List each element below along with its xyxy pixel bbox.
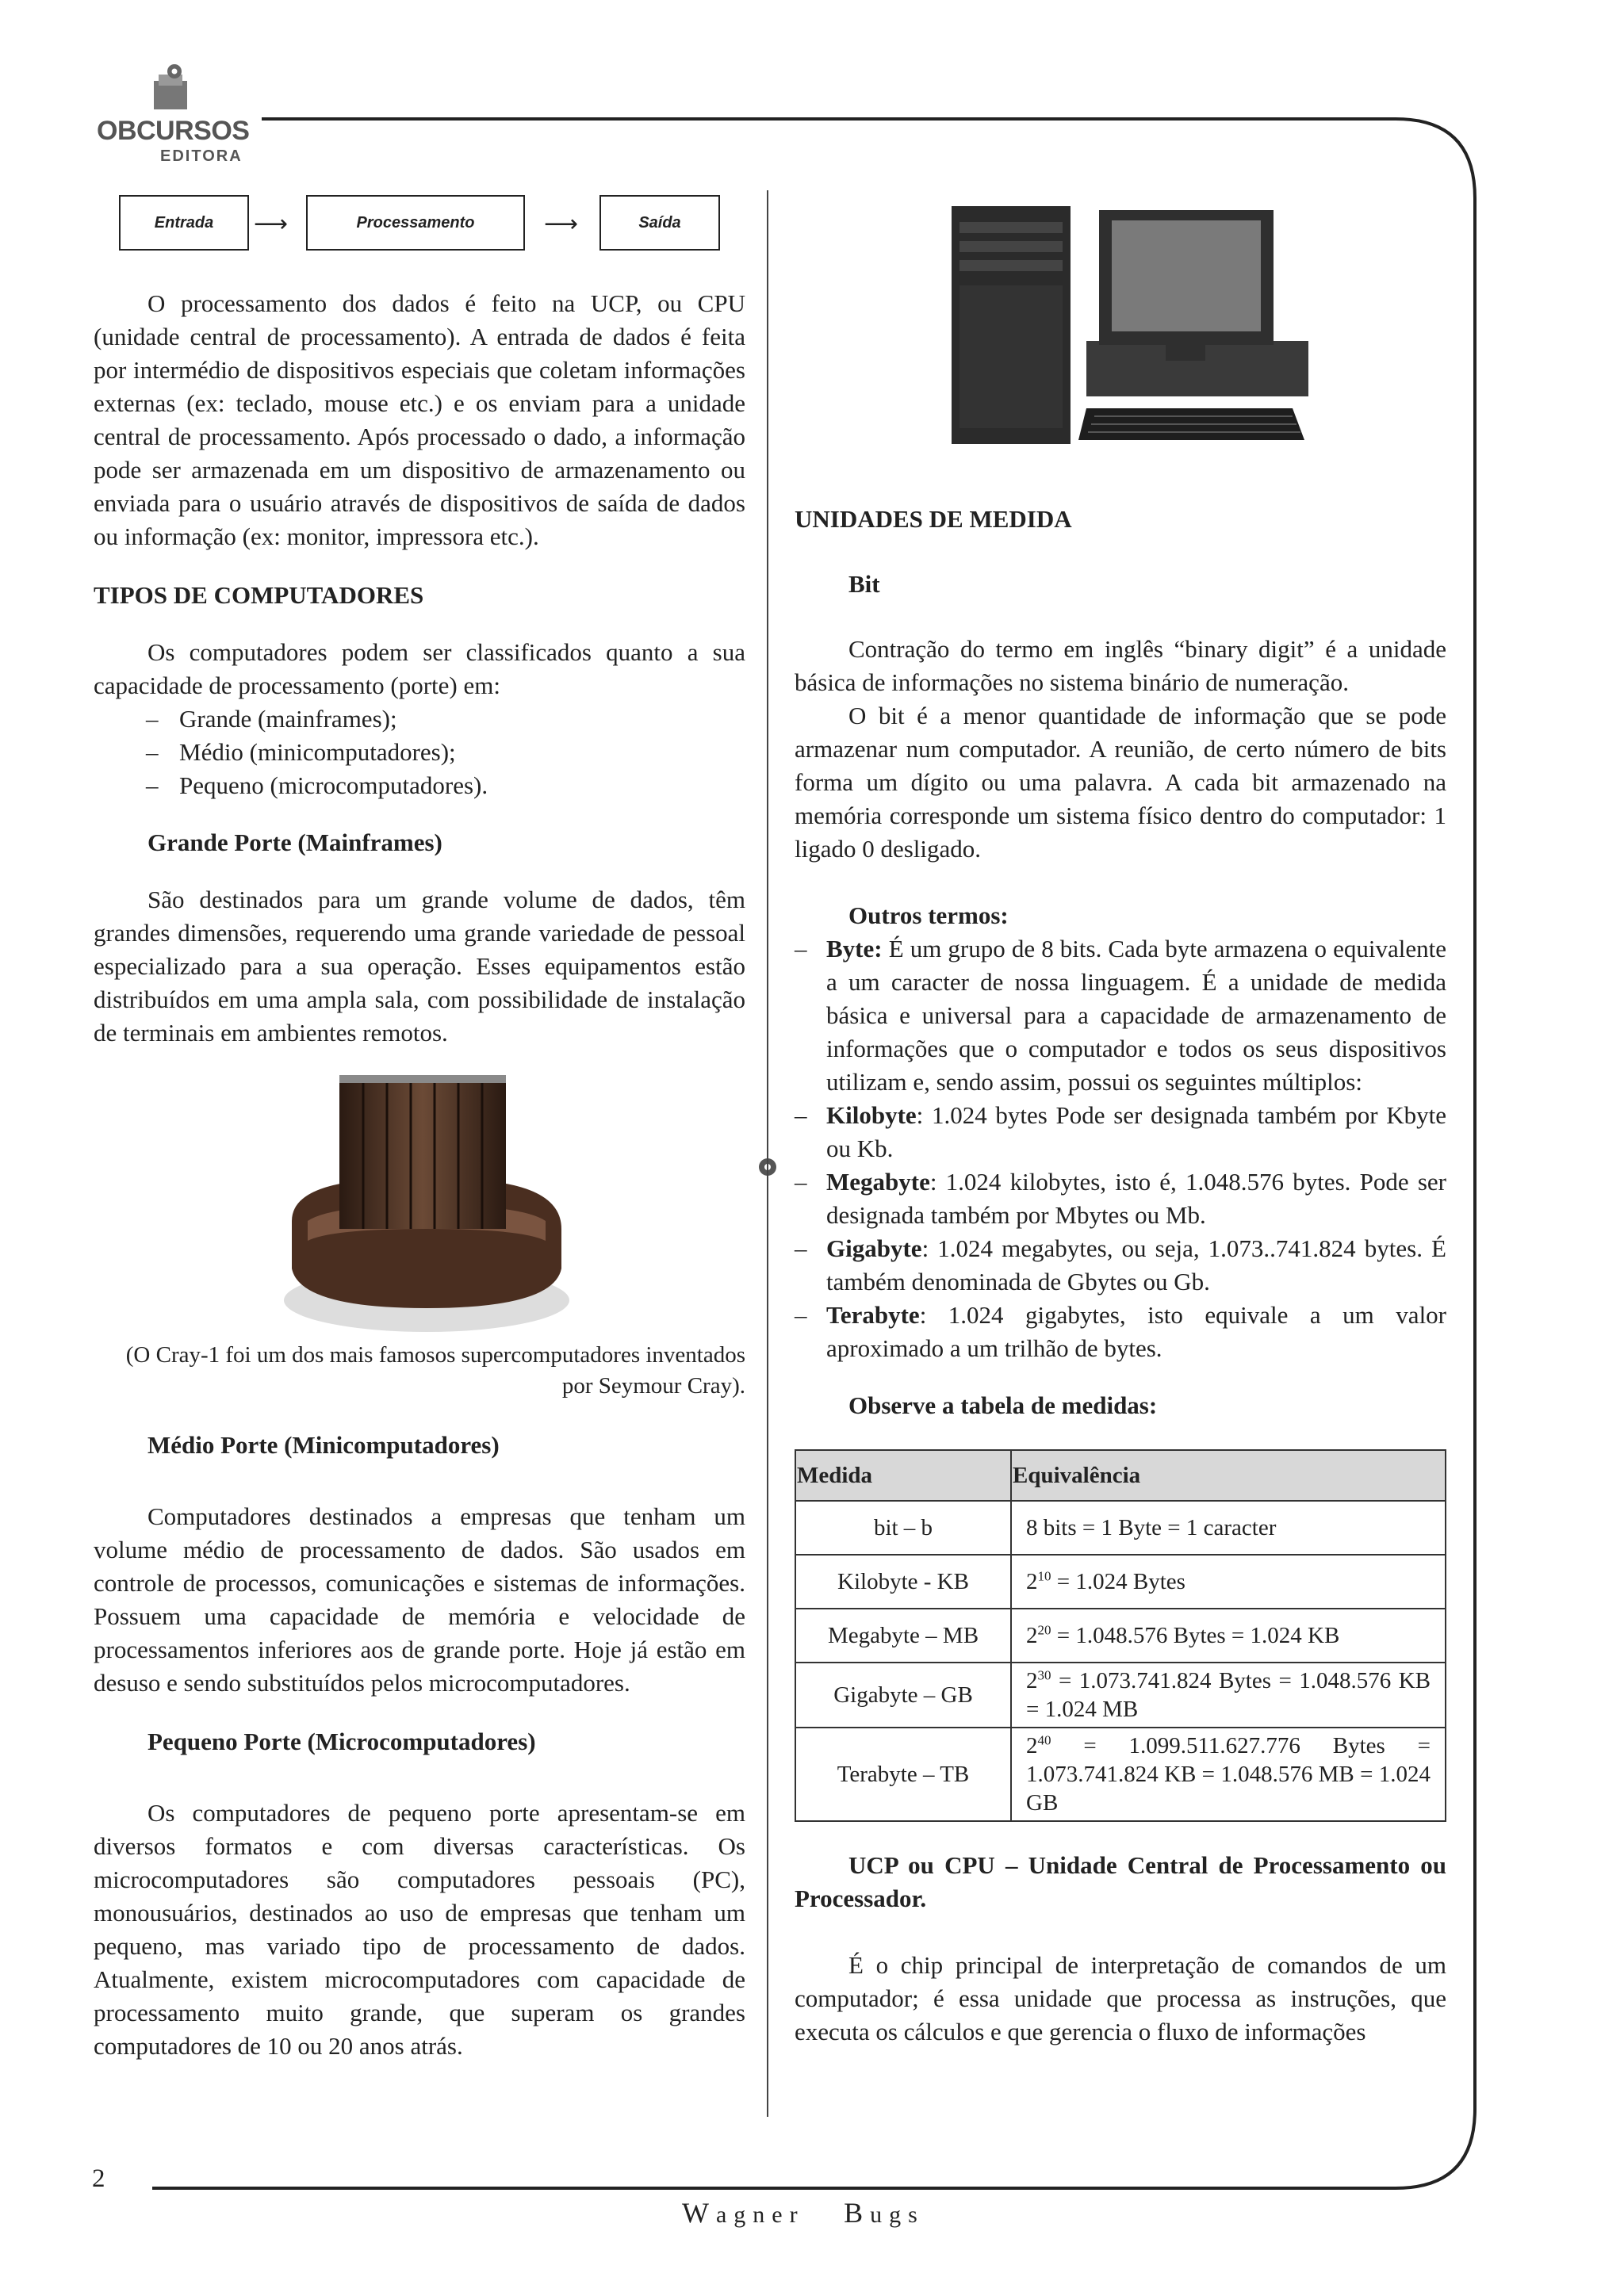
page-number: 2 <box>92 2164 105 2193</box>
table-row <box>795 1501 1446 1555</box>
pequeno-porte-paragraph: Os computadores de pequeno porte apresentam-se em diversos formatos e com diversas características. Os microcomputadores são computadores pessoais (PC), monousuários, destinados ao uso de empresas que tenham um pequeno, mas variado tipo de processamento de dados. Atualmente, existem microcomputadores com capacidade de processamento muito grande, que superam os grandes computadores de 10 ou 20 anos atrás. <box>94 1799 745 2060</box>
table-cell: Terabyte – TB <box>795 1728 1011 1821</box>
intro-paragraph: O processamento dos dados é feito na UCP, ou CPU (unidade central de processamento). A entrada de dados é feita por intermédio de dispositivos especiais que coletam informações externas (ex: teclado, mouse etc.) e os enviam para a unidade central de processamento. Após processado o dado, a informação pode ser armazenada em um dispositivo de armazenamento ou enviada para o usuário através de dispositivos de saída de dados ou informação (ex: monitor, impressora etc.). <box>94 289 745 550</box>
desktop-computer-image <box>944 198 1308 460</box>
table-cell: $2^{40} = 1.099.511.627.776$ Bytes = 1.073.741.824 KB = 1.048.576 MB = 1.024 GB <box>1011 1728 1446 1821</box>
left-column <box>94 287 745 2063</box>
tipos-heading: TIPOS DE COMPUTADORES <box>94 581 424 609</box>
column-divider <box>767 190 768 2117</box>
right-column <box>795 503 1446 2049</box>
bit-paragraph-2: O bit é a menor quantidade de informação que se pode armazenar num computador. A reunião, de certo número de bits forma um dígito ou uma palavra. A cada bit armazenado na memória corresponde um sistema físico dentro do computador: 1 ligado 0 desligado. <box>795 702 1446 863</box>
measures-table <box>795 1449 1446 1822</box>
flow-box-entrada: Entrada <box>119 195 249 251</box>
bit-paragraph-1: Contração do termo em inglês “binary digit” é a unidade básica de informações no sistema binário de numeração. <box>795 635 1446 696</box>
tipos-list <box>94 702 745 802</box>
table-cell: Megabyte – MB <box>795 1609 1011 1663</box>
medio-porte-paragraph: Computadores destinados a empresas que tenham um volume médio de processamento de dados. São usados em controle de processos, comunicações e sistemas de informações. Possuem uma capacidade de memória e velocidade de processamentos inferiores aos de grande porte. Hoje já estão em desuso e sendo substituídos pelos microcomputadores. <box>94 1502 745 1697</box>
pequeno-porte-heading: Pequeno Porte (Microcomputadores) <box>147 1728 536 1755</box>
outros-termos-heading: Outros termos: <box>848 901 1009 929</box>
image-caption: (O Cray-1 foi um dos mais famosos supercomputadores inventados por Seymour Cray). <box>125 1342 745 1399</box>
table-cell: Kilobyte - KB <box>795 1555 1011 1609</box>
table-row <box>795 1728 1446 1821</box>
table-row <box>795 1555 1446 1609</box>
list-item: – Pequeno (microcomputadores). <box>146 771 488 799</box>
table-cell: Gigabyte – GB <box>795 1663 1011 1728</box>
list-item: – Megabyte: 1.024 kilobytes, isto é, 1.048.576 bytes. Pode ser designada também por Mbytes ou Mb. <box>795 1168 1446 1229</box>
processing-flow-diagram <box>119 195 722 251</box>
table-header-row <box>795 1450 1446 1501</box>
cray-supercomputer-image <box>94 1070 745 1340</box>
list-item: – Grande (mainframes); <box>146 705 397 733</box>
bit-heading: Bit <box>848 570 880 598</box>
publisher-name: OBCURSOS <box>97 116 250 146</box>
medio-porte-heading: Médio Porte (Minicomputadores) <box>147 1431 500 1459</box>
table-cell: $2^{30} = 1.073.741.824$ Bytes = 1.048.576 KB = 1.024 MB <box>1011 1663 1446 1728</box>
grande-porte-paragraph: São destinados para um grande volume de dados, têm grandes dimensões, requerendo uma grande variedade de pessoal especializado para a sua operação. Esses equipamentos estão distribuídos em uma ampla sala, com possibilidade de instalação de terminais em ambientes remotos. <box>94 886 745 1047</box>
table-cell: bit – b <box>795 1501 1011 1555</box>
ucp-paragraph: É o chip principal de interpretação de comandos de um computador; é essa unidade que processa as instruções, que executa os cálculos e que gerencia o fluxo de informações <box>795 1951 1446 2045</box>
table-row <box>795 1609 1446 1663</box>
grande-porte-heading: Grande Porte (Mainframes) <box>147 828 442 856</box>
terms-list <box>795 932 1446 1365</box>
flow-arrow-icon: ⟶ <box>254 211 289 237</box>
tabela-heading: Observe a tabela de medidas: <box>848 1391 1158 1419</box>
list-item: – Terabyte: 1.024 gigabytes, isto equivale a um valor aproximado a um trilhão de bytes. <box>795 1301 1446 1362</box>
list-item: – Kilobyte: 1.024 bytes Pode ser designada também por Kbyte ou Kb. <box>795 1101 1446 1162</box>
table-cell: $2^{10} = 1.024$ Bytes <box>1011 1555 1446 1609</box>
table-header-cell: Equivalência <box>1011 1450 1446 1501</box>
flow-box-processamento: Processamento <box>306 195 525 251</box>
table-row <box>795 1663 1446 1728</box>
flow-box-saida: Saída <box>599 195 720 251</box>
list-item: – Gigabyte: 1.024 megabytes, ou seja, 1.073..741.824 bytes. É também denominada de Gbytes ou Gb. <box>795 1234 1446 1295</box>
table-cell: $2^{20} = 1.048.576$ Bytes = 1.024 KB <box>1011 1609 1446 1663</box>
tipos-paragraph: Os computadores podem ser classificados quanto a sua capacidade de processamento (porte) em: <box>94 638 745 699</box>
flow-arrow-icon: ⟶ <box>544 211 579 237</box>
list-item: – Byte: É um grupo de 8 bits. Cada byte armazena o equivalente a um caracter de nossa linguagem. É a unidade de medida básica e universal para a capacidade de armazenamento de informações que o computador e todos os seus dispositivos utilizam e, sendo assim, possui os seguintes múltiplos: <box>795 935 1446 1096</box>
publisher-logo-icon <box>151 63 190 111</box>
author-name: Wagner Bugs <box>682 2197 925 2229</box>
publisher-subtitle: EDITORA <box>160 147 243 165</box>
ucp-heading: UCP ou CPU – Unidade Central de Processamento ou Processador. <box>795 1851 1446 1912</box>
unidades-heading: UNIDADES DE MEDIDA <box>795 505 1072 533</box>
list-item: – Médio (minicomputadores); <box>146 738 456 766</box>
table-cell: 8 bits = 1 Byte = 1 caracter <box>1011 1501 1446 1555</box>
table-header-cell: Medida <box>795 1450 1011 1501</box>
